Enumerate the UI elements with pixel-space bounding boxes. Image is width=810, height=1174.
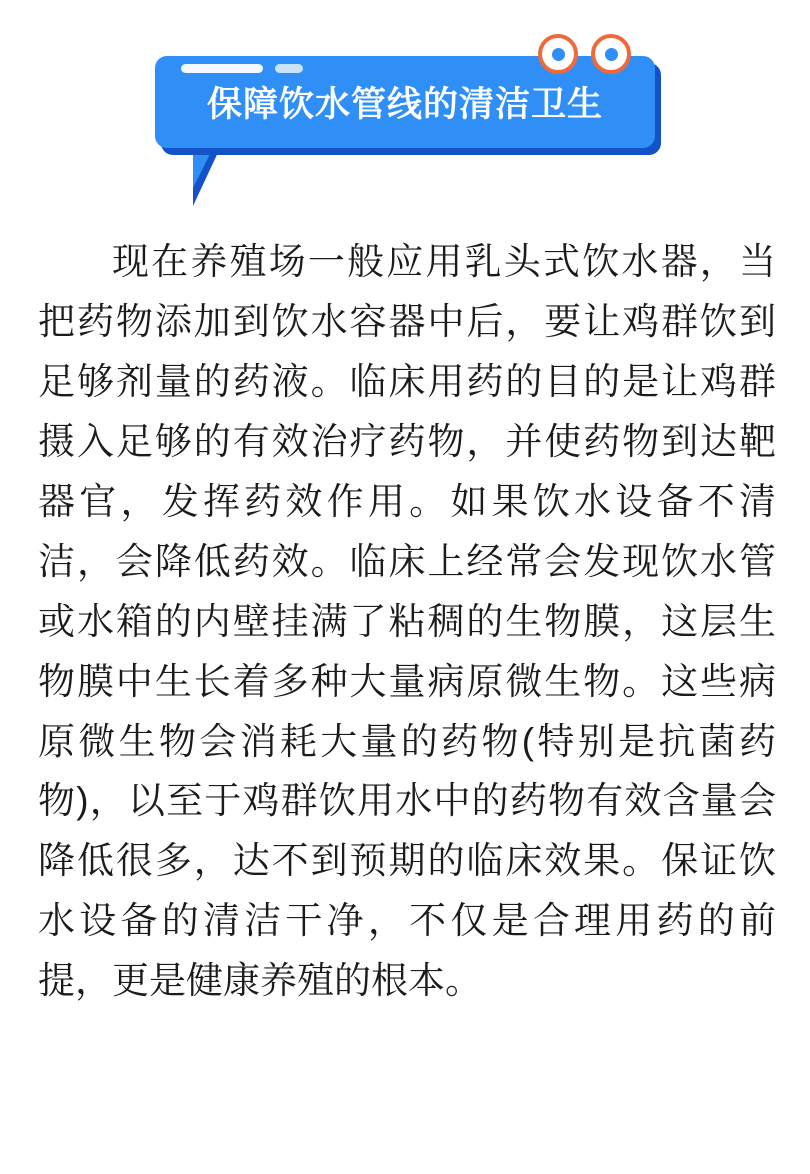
- decorative-dash-short: [275, 64, 303, 73]
- article-paragraph: 现在养殖场一般应用乳头式饮水器，当把药物添加到饮水容器中后，要让鸡群饮到足够剂量的药液。临床用药的目的是让鸡群摄入足够的有效治疗药物，并使药物到达靶器官，发挥药效作用。如果饮水设备不清洁，会降低药效。临床上经常会发现饮水管或水箱的内壁挂满了粘稠的生物膜，这层生物膜中生长着多种大量病原微生物。这些病原微生物会消耗大量的药物(特别是抗菌药物)，以至于鸡群饮用水中的药物有效含量会降低很多，达不到预期的临床效果。保证饮水设备的清洁干净，不仅是合理用药的前提，更是健康养殖的根本。: [38, 241, 776, 1002]
- decorative-circle-icon-1: [538, 34, 578, 74]
- decorative-circle-icon-2: [591, 34, 631, 74]
- page-title: 保障饮水管线的清洁卫生: [206, 85, 603, 124]
- header-banner: [155, 28, 655, 198]
- speech-tail: [193, 144, 215, 188]
- decorative-dash-long: [181, 64, 263, 73]
